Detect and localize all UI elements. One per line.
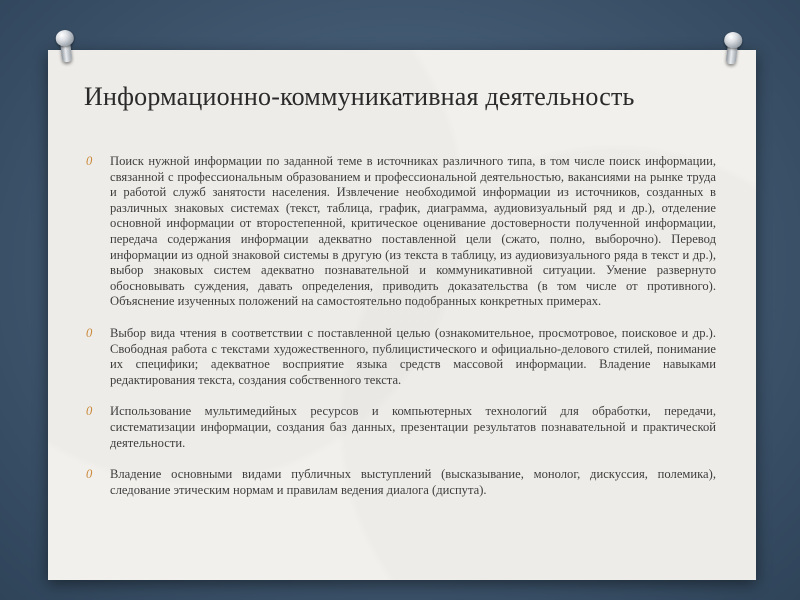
list-item-text: Поиск нужной информации по заданной теме в источниках различного типа, в том числе поиск информации, связанной с профессиональным образованием и профессиональной деятельностью, вакансиями на рынке труда и работой служб занятости населения. Извлечение необходимой информации из источников, созданных в различных знаковых системах (текст, таблица, график, диаграмма, аудиовизуальный ряд и др.), отделение основной информации от второстепенной, критическое оценивание достоверности полученной информации, передача содержания информации адекватно поставленной цели (сжато, полно, выборочно). Перевод информации из одной знаковой системы в другую (из текста в таблицу, из аудиовизуального ряда в текст и др.), выбор знаковых систем адекватно познавательной и коммуникативной ситуации. Умение развернуто обосновывать суждения, давать определения, приводить доказательства (в том числе от противного). Объяснение изученных положений на самостоятельно подобранных конкретных примерах. (110, 154, 716, 309)
list-item (86, 404, 716, 451)
list-item (86, 326, 716, 388)
bullet-icon: 0 (86, 467, 93, 482)
list-item (86, 154, 716, 310)
bullet-icon: 0 (86, 154, 93, 168)
list-item-text: Использование мультимедийных ресурсов и компьютерных технологий для обработки, передачи, систематизации информации, создания баз данных, презентации результатов познавательной и практической деятельности. (110, 404, 716, 450)
list-item-text: Выбор вида чтения в соответствии с поставленной целью (ознакомительное, просмотровое, поисковое и др.). Свободная работа с текстами художественного, публицистического и официально-делового стилей, понимание их специфики; адекватное восприятие языка средств массовой информации. Владение навыками редактирования текста, создания собственного текста. (110, 325, 716, 387)
bullet-icon: 0 (86, 325, 93, 340)
slide-title: Информационно-коммуникативная деятельность (84, 82, 635, 111)
list-item-text: Владение основными видами публичных выступлений (высказывание, монолог, дискуссия, полемика), следование этическим нормам и правилам ведения диалога (диспута). (110, 467, 716, 497)
bullet-list (86, 154, 716, 514)
bullet-icon: 0 (86, 404, 93, 419)
list-item (86, 467, 716, 498)
